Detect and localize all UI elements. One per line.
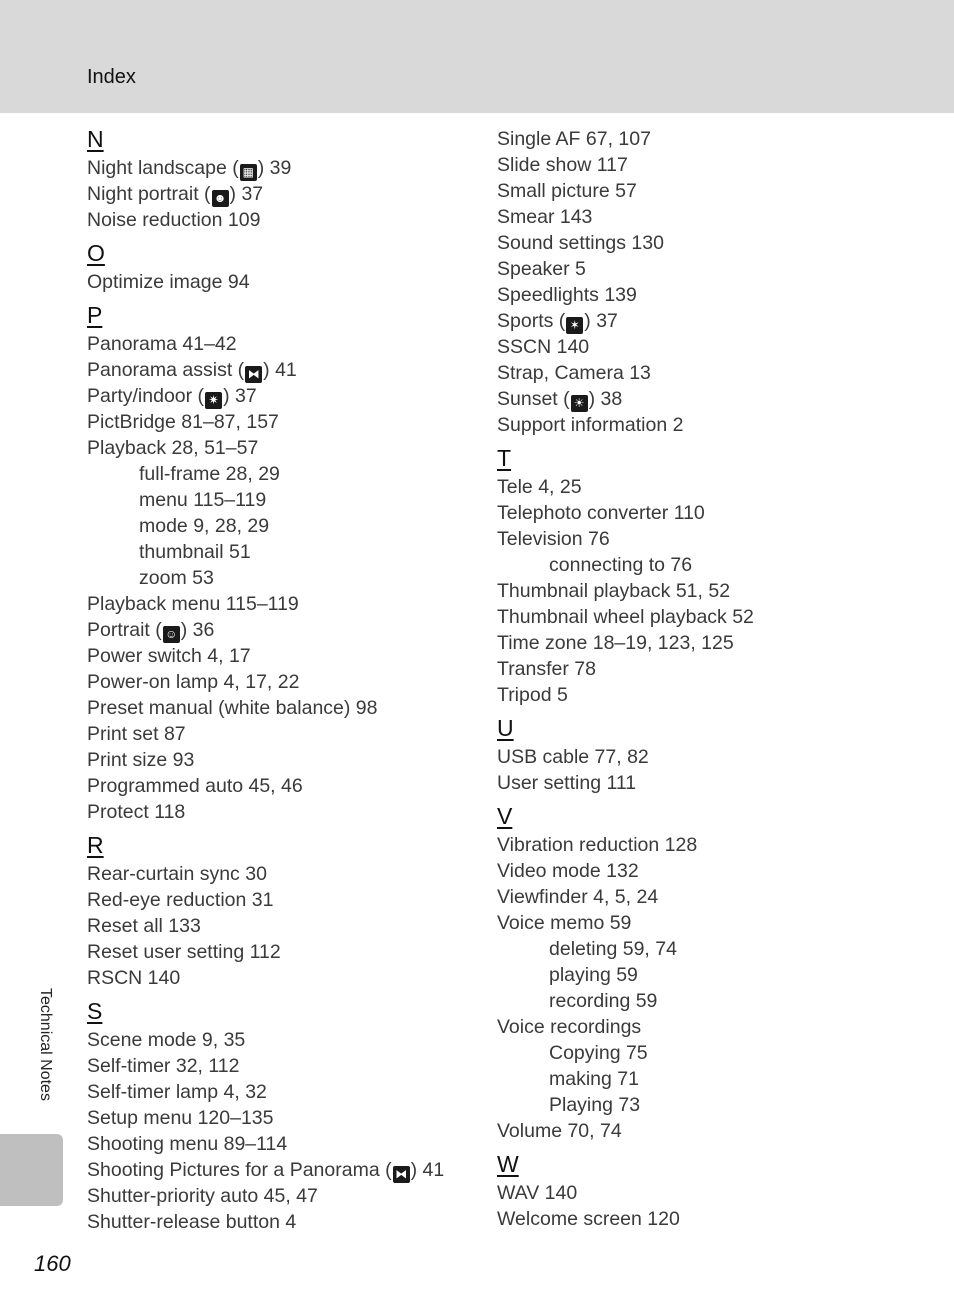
entry-text: Shooting Pictures for a Panorama ( [87,1159,392,1181]
index-entry: Transfer 78 [497,658,596,680]
index-entry: Small picture 57 [497,180,637,202]
index-subentry: playing 59 [549,964,638,986]
index-entry: Speaker 5 [497,258,586,280]
sunset-icon: ☀ [571,395,588,412]
section-letter: T [497,445,512,471]
entry-pages: ) 37 [584,310,618,332]
index-entry [87,617,467,643]
index-entry: Single AF 67, 107 [497,128,651,150]
entry-pages: ) 37 [223,385,257,407]
index-entry: Tele 4, 25 [497,476,582,498]
page-header [0,0,954,113]
index-entry: Reset all 133 [87,915,201,937]
index-section [87,998,467,1235]
entry-text: Portrait ( [87,619,162,641]
index-entry: Welcome screen 120 [497,1208,680,1230]
index-subentry: Copying 75 [549,1042,648,1064]
index-entry: Power-on lamp 4, 17, 22 [87,671,300,693]
sports-icon: ✶ [566,317,583,334]
index-entry: Television 76 [497,528,610,550]
entry-pages: ) 39 [257,157,292,179]
index-entry: Red-eye reduction 31 [87,889,274,911]
section-letter: V [497,803,513,829]
index-entry [497,308,897,334]
index-entry: Shutter-priority auto 45, 47 [87,1185,318,1207]
index-column-right [497,126,897,1232]
page-number: 160 [34,1251,71,1276]
index-section [497,715,897,796]
entry-pages: ) 38 [588,388,623,410]
index-entry: Viewfinder 4, 5, 24 [497,886,659,908]
index-entry: Self-timer 32, 112 [87,1055,240,1077]
index-entry: Support information 2 [497,414,684,436]
index-subentry: mode 9, 28, 29 [139,515,270,537]
index-section [87,240,467,295]
section-tab [0,1134,63,1206]
entry-pages: ) 41 [410,1159,445,1181]
index-entry: Preset manual (white balance) 98 [87,697,378,719]
index-entry: Voice recordings [497,1016,642,1038]
index-entry: Print size 93 [87,749,195,771]
index-entry: Thumbnail wheel playback 52 [497,606,754,628]
index-entry [87,155,467,181]
index-entry: Thumbnail playback 51, 52 [497,580,731,602]
index-entry: Optimize image 94 [87,271,250,293]
section-letter: W [497,1151,519,1177]
index-entry: Playback 28, 51–57 [87,437,259,459]
index-entry: Voice memo 59 [497,912,632,934]
index-subentry: deleting 59, 74 [549,938,677,960]
entry-pages: ) 41 [263,359,297,381]
index-subentry: making 71 [549,1068,639,1090]
index-entry: Speedlights 139 [497,284,637,306]
section-letter: P [87,302,103,328]
index-entry: SSCN 140 [497,336,590,358]
index-entry [87,357,467,383]
panorama-assist-icon: ⧓ [245,366,262,383]
entry-pages: ) 37 [229,183,264,205]
index-subentry: connecting to 76 [549,554,693,576]
index-section [497,1151,897,1232]
index-subentry: Playing 73 [549,1094,641,1116]
index-entry [87,181,467,207]
index-subentry: menu 115–119 [139,489,267,511]
index-entry: PictBridge 81–87, 157 [87,411,279,433]
index-entry: Shooting menu 89–114 [87,1133,288,1155]
section-letter: U [497,715,514,741]
section-letter: N [87,126,104,152]
index-section [497,803,897,1144]
index-entry: WAV 140 [497,1182,578,1204]
index-entry: Rear-curtain sync 30 [87,863,267,885]
night-portrait-icon: ☻ [212,190,229,207]
section-letter: S [87,998,103,1024]
index-entry: Programmed auto 45, 46 [87,775,303,797]
index-entry: Playback menu 115–119 [87,593,299,615]
night-landscape-icon: ▦ [240,164,257,181]
index-entry: Slide show 117 [497,154,628,176]
index-entry: Scene mode 9, 35 [87,1029,246,1051]
panorama-assist-icon: ⧓ [393,1166,410,1183]
entry-text: Panorama assist ( [87,359,245,381]
header-title: Index [87,66,136,88]
index-entry: Tripod 5 [497,684,568,706]
index-section [87,302,467,825]
entry-text: Night landscape ( [87,157,239,179]
index-entry: Strap, Camera 13 [497,362,651,384]
index-entry: Panorama 41–42 [87,333,237,355]
index-entry: Print set 87 [87,723,186,745]
index-entry: RSCN 140 [87,967,181,989]
index-entry: Video mode 132 [497,860,639,882]
section-label: Technical Notes [37,988,54,1101]
index-entry: Protect 118 [87,801,186,823]
index-entry [87,383,467,409]
index-entry: Shutter-release button 4 [87,1211,297,1233]
index-entry: Time zone 18–19, 123, 125 [497,632,734,654]
index-entry [497,386,897,412]
entry-pages: ) 36 [180,619,215,641]
entry-text: Sunset ( [497,388,570,410]
entry-text: Sports ( [497,310,566,332]
index-entry [87,1157,467,1183]
party-indoor-icon: ✷ [205,392,222,409]
section-letter: O [87,240,105,266]
index-entry: USB cable 77, 82 [497,746,649,768]
index-column-left [87,126,467,1235]
index-subentry: zoom 53 [139,567,214,589]
index-section [87,126,467,233]
entry-text: Party/indoor ( [87,385,205,407]
index-section [87,832,467,991]
index-entry: Setup menu 120–135 [87,1107,274,1129]
index-entry: Smear 143 [497,206,593,228]
index-entry: Telephoto converter 110 [497,502,705,524]
index-entry: Power switch 4, 17 [87,645,251,667]
section-letter: R [87,832,104,858]
entry-text: Night portrait ( [87,183,211,205]
index-entry: Sound settings 130 [497,232,664,254]
index-entry: Volume 70, 74 [497,1120,622,1142]
index-subentry: thumbnail 51 [139,541,251,563]
index-entry: Noise reduction 109 [87,209,261,231]
index-entry: User setting 111 [497,772,637,794]
index-subentry: full-frame 28, 29 [139,463,280,485]
index-entry: Reset user setting 112 [87,941,281,963]
index-entry: Vibration reduction 128 [497,834,698,856]
index-section [497,126,897,438]
index-entry: Self-timer lamp 4, 32 [87,1081,267,1103]
portrait-icon: ☺ [163,626,180,643]
index-section [497,445,897,708]
index-subentry: recording 59 [549,990,658,1012]
